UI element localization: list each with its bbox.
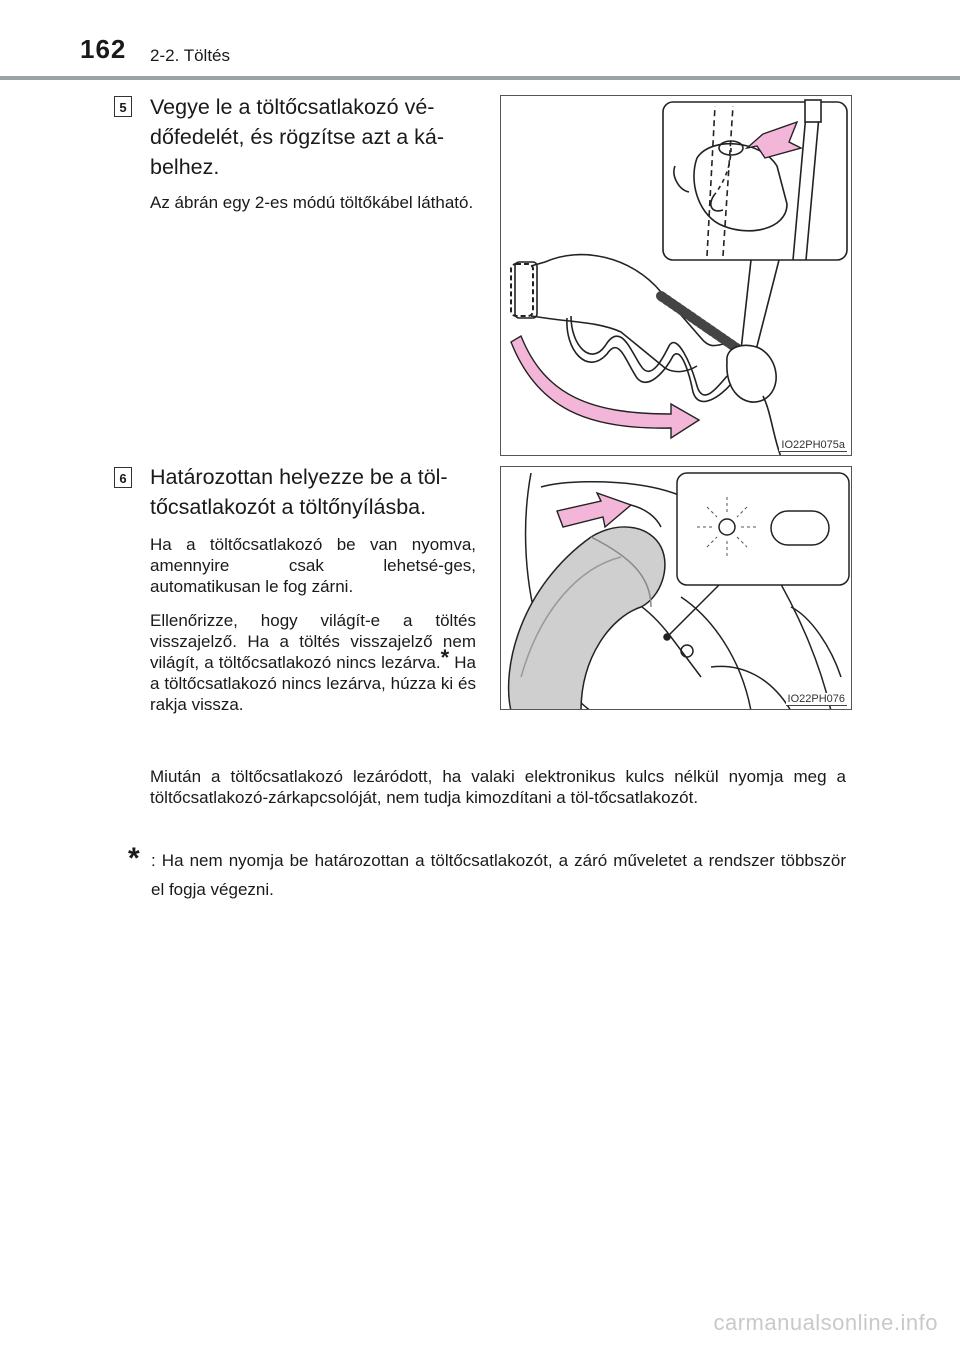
- footnote-marker: *: [128, 842, 140, 875]
- page-number: 162: [80, 34, 127, 64]
- footnote-ref: *: [440, 645, 450, 670]
- step-6-note-1: Ha a töltőcsatlakozó be van nyomva, amennyire csak lehetsé-ges, automatikusan le fog zárni.: [150, 535, 476, 596]
- figure-code-075a: IO22PH075a: [781, 439, 845, 451]
- step-number-5: 5: [114, 96, 132, 117]
- header-rule: [0, 76, 960, 80]
- figure-cable-cap: [500, 95, 852, 456]
- step-number-6: 6: [114, 467, 132, 488]
- footnote: [128, 842, 846, 904]
- cable-cap-illustration: [501, 96, 852, 456]
- section-title: 2-2. Töltés: [150, 46, 231, 65]
- charging-port-illustration: [501, 467, 852, 710]
- step-6-note-2a: Ellenőrizze, hogy világít-e a töltés visszajelző. Ha a töltés visszajelző nem világít, a töltőcsatlakozó nincs: [150, 611, 476, 672]
- step-6-wide-note: Miután a töltőcsatlakozó lezáródott, ha valaki elektronikus kulcs nélkül nyomja meg a töltőcsatlakozó-zárkapcsolóját, nem tudja kimozdítani a töl-tőcsatlakozót.: [150, 767, 846, 807]
- step-5-note: Az ábrán egy 2-es módú töltőkábel látható.: [150, 193, 474, 212]
- step-5-title: Vegye le a töltőcsatlakozó vé-dőfedelét, és rögzítse azt a ká-belhez.: [150, 95, 444, 179]
- step-6-note-2c: Ha a töltőcsatlakozó nincs lezárva, húzza ki és rakja vissza.: [150, 653, 476, 714]
- figure-charging-port: [500, 466, 852, 710]
- step-6-note-2: [150, 610, 476, 715]
- footnote-text: : Ha nem nyomja be határozottan a töltőcsatlakozót, a záró műveletet a rendszer többször el fogja végezni.: [151, 851, 846, 899]
- step-6-note-2b: lezárva.: [381, 653, 441, 672]
- figure-code-076: IO22PH076: [787, 693, 845, 705]
- step-6-title: Határozottan helyezze be a töl-tőcsatlakozót a töltőnyílásba.: [150, 465, 448, 519]
- watermark: carmanualsonline.info: [713, 1310, 938, 1335]
